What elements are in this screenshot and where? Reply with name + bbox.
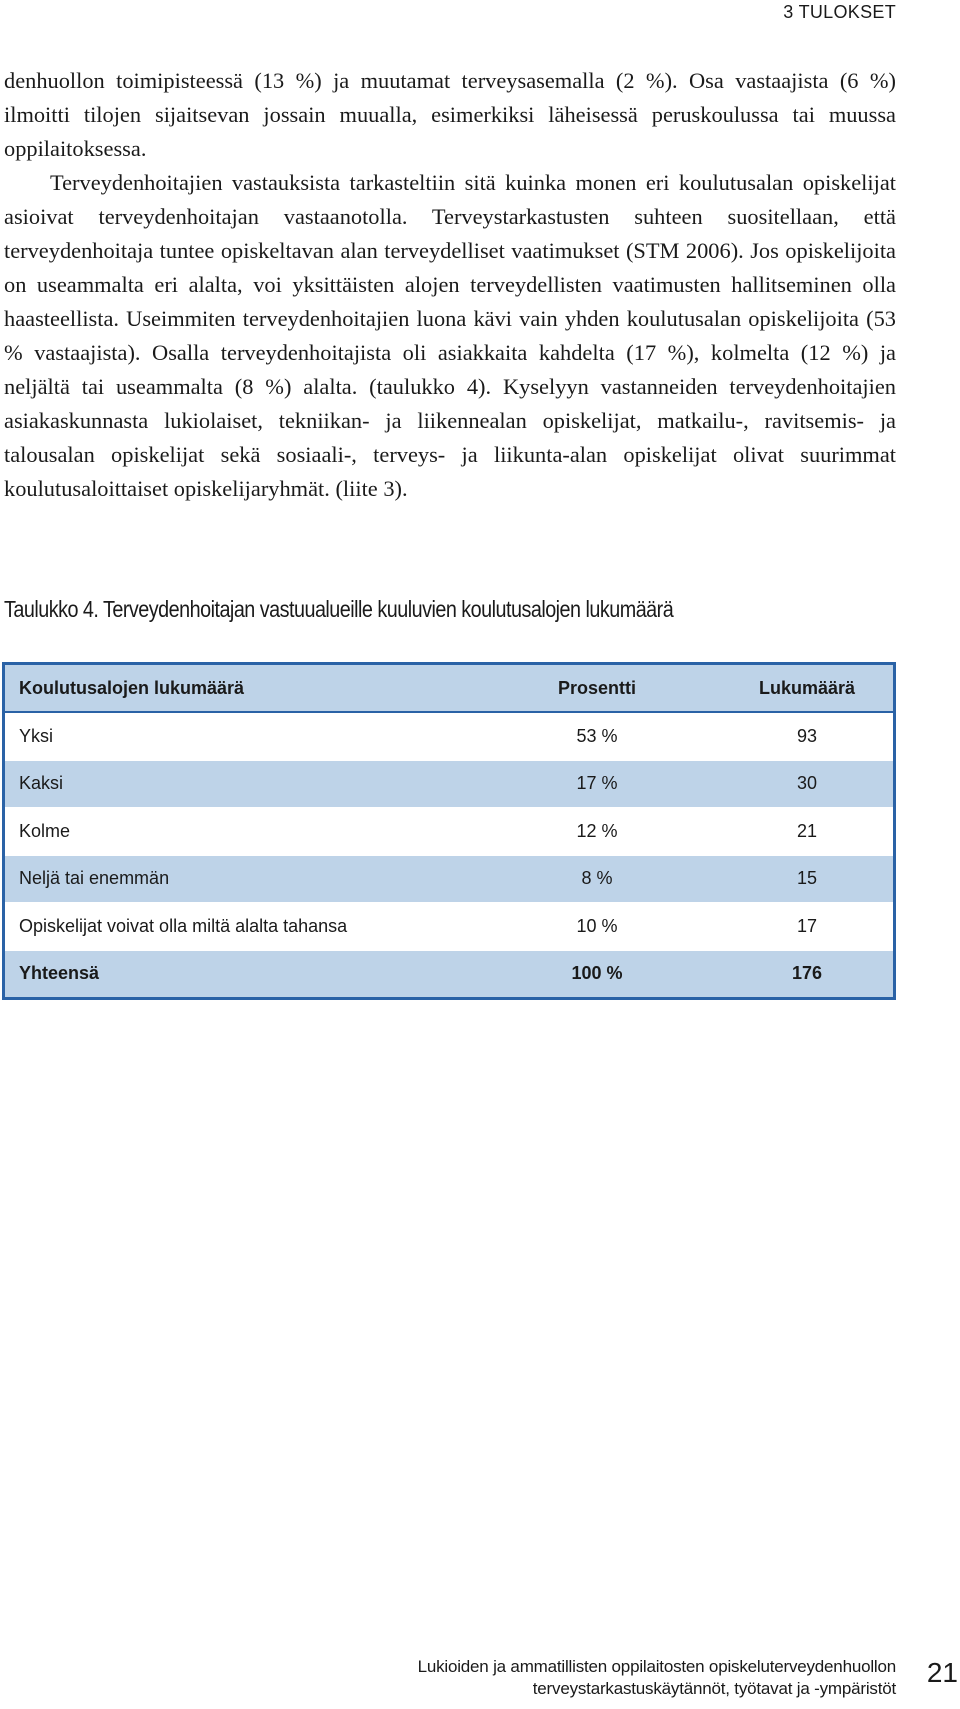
header-cell-percent: Prosentti [473,664,721,713]
row-count: 30 [721,760,895,808]
table-caption-number: Taulukko 4. [4,596,99,622]
row-label: Neljä tai enemmän [4,855,474,903]
table-row [4,712,895,760]
row-count: 21 [721,808,895,856]
row-label: Yksi [4,712,474,760]
table-row [4,808,895,856]
row-percent: 17 % [473,760,721,808]
total-count: 176 [721,950,895,999]
row-percent: 12 % [473,808,721,856]
table-row [4,760,895,808]
row-label: Kolme [4,808,474,856]
data-table [2,662,896,1000]
running-head: 3 TULOKSET [783,2,896,22]
page-footer [196,1656,896,1700]
table-caption-text: Terveydenhoitajan vastuualueille kuuluvien koulutusalojen lukumäärä [98,596,674,622]
row-count: 93 [721,712,895,760]
table-row [4,855,895,903]
row-percent: 53 % [473,712,721,760]
total-percent: 100 % [473,950,721,999]
header-cell-count: Koulutusalojen lukumäärä [4,664,474,713]
paragraph-continuation: denhuollon toimipisteessä (13 %) ja muutamat terveysasemalla (2 %). Osa vastaajista (6 %) ilmoitti tilojen sijaitsevan jossain muualla, esimerkiksi läheisessä peruskoulussa tai muussa oppilaitoksessa. [4,68,896,161]
row-percent: 8 % [473,855,721,903]
table-total-row [4,950,895,999]
table-row [4,903,895,951]
row-percent: 10 % [473,903,721,951]
page-number: 21 [926,1657,958,1688]
footer-line-2: terveystarkastuskäytännöt, työtavat ja -ympäristöt [532,1679,896,1698]
paragraph-main: Terveydenhoitajien vastauksista tarkasteltiin sitä kuinka monen eri koulutusalan opiskelijat asioivat terveydenhoitajan vastaanotolla. Terveystarkastusten suhteen suositellaan, että terveydenhoitaja tuntee opiskeltavan alan terveydelliset vaatimukset (STM 2006). Jos opiskelijoita on useammalta eri alalta, voi yksittäisten alojen terveydellisten vaatimusten hallitseminen olla haasteellista. Useimmiten terveydenhoitajien luona kävi vain yhden koulutusalan opiskelijoita (53 % vastaajista). Osalla terveydenhoitajista oli asiakkaita kahdelta (17 %), kolmelta (12 %) ja neljältä tai useammalta (8 %) alalta. (taulukko 4). Kyselyyn vastanneiden terveydenhoitajien asiakaskunnasta lukiolaiset, tekniikan- ja liikennealan opiskelijat, matkailu-, ravitsemis- ja talousalan opiskelijat sekä sosiaali-, terveys- ja liikunta-alan opiskelijat olivat suurimmat koulutusaloittaiset opiskelijaryhmät. (liite 3). [4,170,896,501]
footer-line-1: Lukioiden ja ammatillisten oppilaitosten opiskeluterveydenhuollon [417,1657,896,1676]
row-count: 15 [721,855,895,903]
table-header-row [4,664,895,713]
table-caption [4,594,673,624]
row-label: Opiskelijat voivat olla miltä alalta tahansa [4,903,474,951]
body-text [4,64,896,506]
total-label: Yhteensä [4,950,474,999]
row-count: 17 [721,903,895,951]
row-label: Kaksi [4,760,474,808]
header-cell-number: Lukumäärä [721,664,895,713]
